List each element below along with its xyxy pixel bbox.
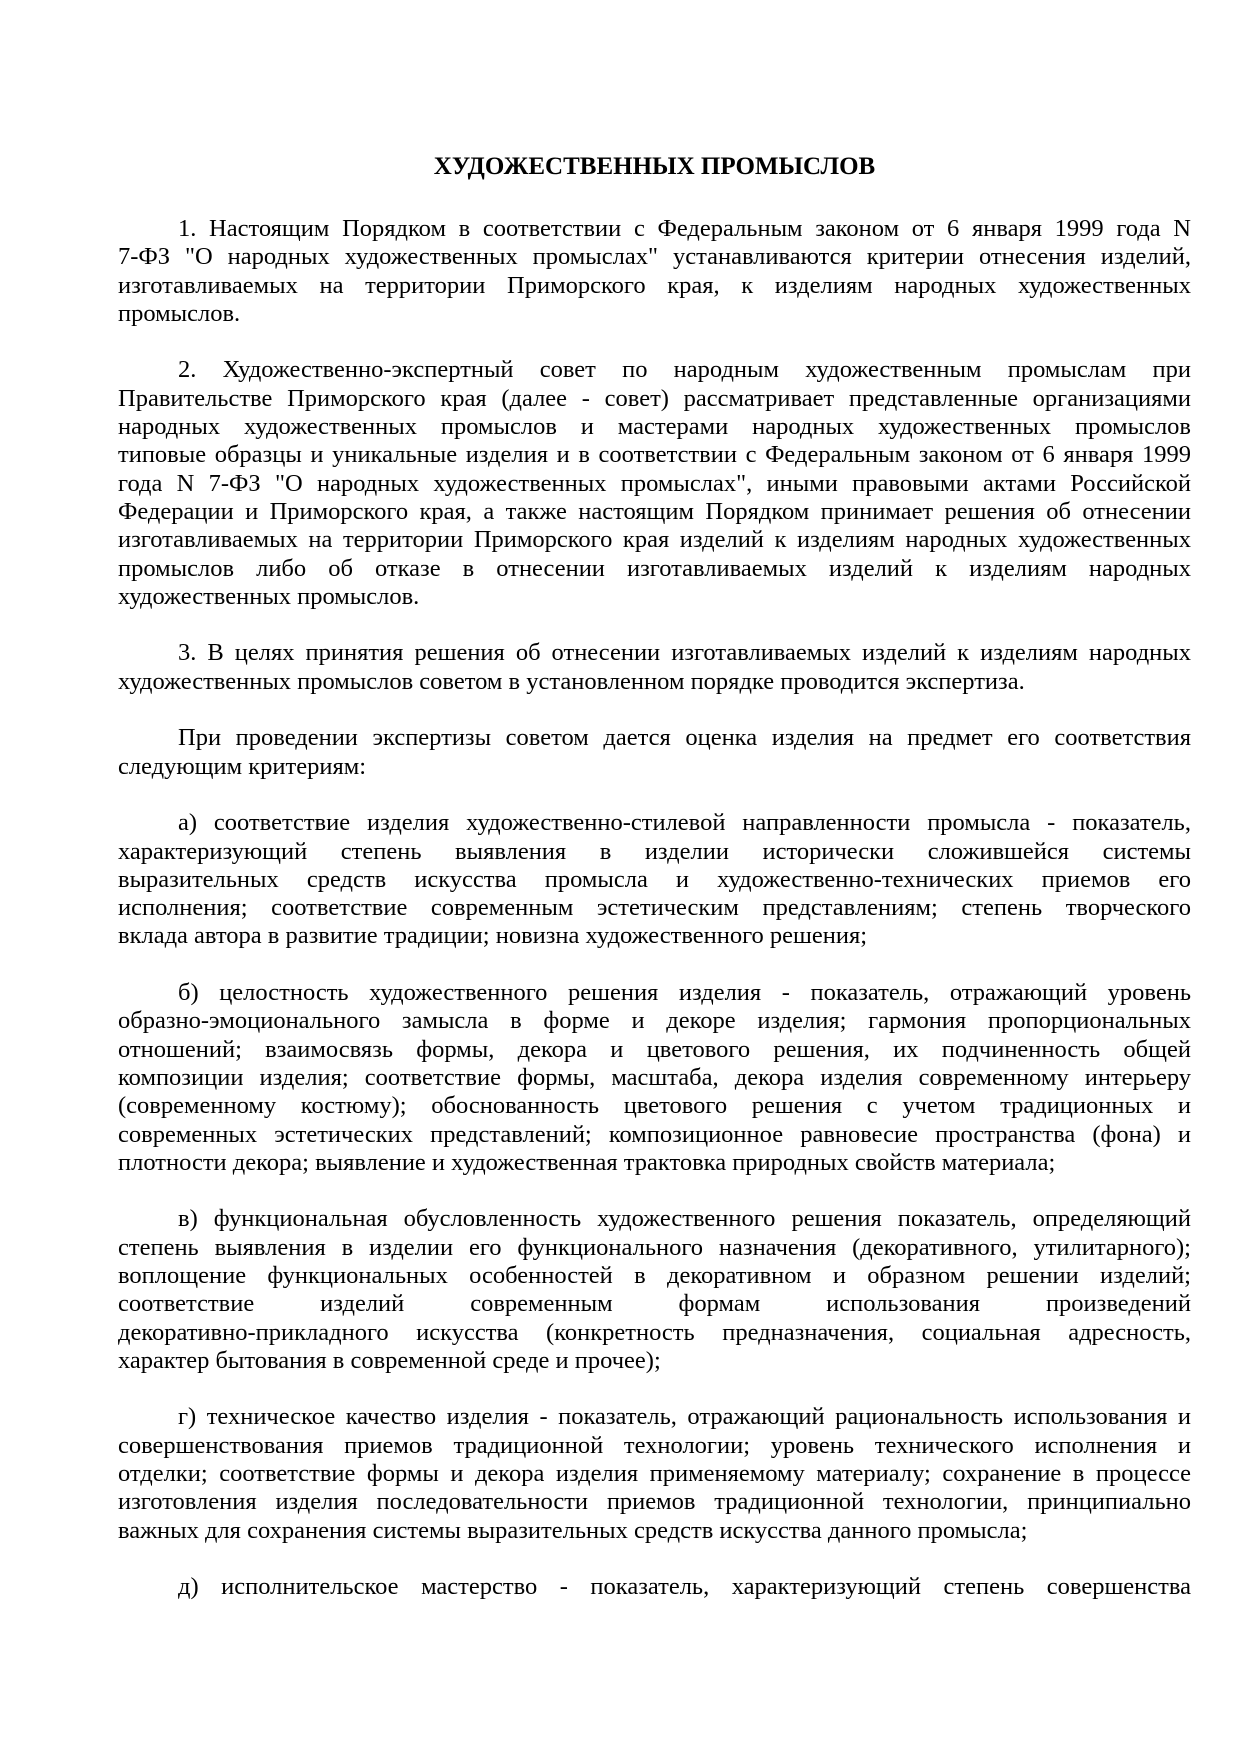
- text-line: вклада автора в развитие традиции; новизна художественного решения;: [118, 922, 868, 950]
- text-line: промыслов.: [118, 299, 241, 327]
- text-line: (современному костюму); обоснованность цветового решения с учетом традиционных и: [118, 1092, 1191, 1120]
- text-line: года N 7-ФЗ "О народных художественных промыслах", иными правовыми актами Российской: [118, 469, 1191, 497]
- text-line: Федерации и Приморского края, а также настоящим Порядком принимает решения об отнесении: [118, 497, 1191, 525]
- paragraph-gap: [118, 781, 1191, 809]
- text-line: типовые образцы и уникальные изделия и в соответствии с Федеральным законом от 6 января 1999: [118, 441, 1191, 469]
- paragraph-gap: [118, 1545, 1191, 1573]
- text-line: современных эстетических представлений; композиционное равновесие пространства (фона) и: [118, 1120, 1191, 1148]
- text-line: промыслов либо об отказе в отнесении изготавливаемых изделий к изделиям народных: [118, 554, 1191, 582]
- text-line: образно-эмоционального замысла в форме и декоре изделия; гармония пропорциональных: [118, 1007, 1191, 1035]
- text-line: выразительных средств искусства промысла и художественно-технических приемов его: [118, 865, 1191, 893]
- text-line: следующим критериям:: [118, 752, 367, 780]
- text-line: важных для сохранения системы выразительных средств искусства данного промысла;: [118, 1516, 1028, 1544]
- text-line: в) функциональная обусловленность художественного решения показатель, определяющий: [178, 1205, 1191, 1233]
- text-line: отделки; соответствие формы и декора изделия применяемому материалу; сохранение в процессе: [118, 1460, 1191, 1488]
- text-line: характер бытования в современной среде и прочее);: [118, 1346, 661, 1374]
- text-line: отношений; взаимосвязь формы, декора и цветового решения, их подчиненность общей: [118, 1035, 1191, 1063]
- text-line: 3. В целях принятия решения об отнесении изготавливаемых изделий к изделиям народных: [178, 639, 1191, 667]
- text-line: народных художественных промыслов и мастерами народных художественных промыслов: [118, 413, 1191, 441]
- paragraph: [118, 639, 1191, 696]
- text-line: 2. Художественно-экспертный совет по народным художественным промыслам при: [178, 356, 1191, 384]
- text-line: соответствие изделий современным формам использования произведений: [118, 1290, 1191, 1318]
- text-line: Правительстве Приморского края (далее - совет) рассматривает представленные организациями: [118, 384, 1191, 412]
- text-line: исполнения; соответствие современным эстетическим представлениям; степень творческого: [118, 894, 1191, 922]
- paragraph: [118, 979, 1191, 1177]
- paragraph: [118, 809, 1191, 950]
- text-line: а) соответствие изделия художественно-стилевой направленности промысла - показатель,: [178, 809, 1191, 837]
- text-line: д) исполнительское мастерство - показатель, характеризующий степень совершенства: [178, 1573, 1191, 1601]
- paragraph-gap: [118, 696, 1191, 724]
- paragraph: [118, 356, 1191, 611]
- text-line: б) целостность художественного решения изделия - показатель, отражающий уровень: [178, 979, 1191, 1007]
- text-line: изготавливаемых на территории Приморского края, к изделиям народных художественных: [118, 271, 1191, 299]
- paragraph: [118, 1205, 1191, 1375]
- paragraph-gap: [118, 328, 1191, 356]
- paragraph-gap: [118, 1375, 1191, 1403]
- paragraph-gap: [118, 1177, 1191, 1205]
- text-line: декоративно-прикладного искусства (конкретность предназначения, социальная адресность,: [118, 1318, 1191, 1346]
- paragraph: [118, 215, 1191, 328]
- text-line: совершенствования приемов традиционной технологии; уровень технического исполнения и: [118, 1431, 1191, 1459]
- document-title: ХУДОЖЕСТВЕННЫХ ПРОМЫСЛОВ: [433, 153, 876, 180]
- text-line: изготовления изделия последовательности приемов традиционной технологии, принципиально: [118, 1488, 1191, 1516]
- paragraph: [118, 1403, 1191, 1544]
- text-line: 7-ФЗ "О народных художественных промыслах" устанавливаются критерии отнесения изделий,: [118, 243, 1191, 271]
- text-line: При проведении экспертизы советом дается оценка изделия на предмет его соответствия: [178, 724, 1191, 752]
- text-line: плотности декора; выявление и художественная трактовка природных свойств материала;: [118, 1148, 1056, 1176]
- text-line: композиции изделия; соответствие формы, масштаба, декора изделия современному интерьеру: [118, 1063, 1191, 1091]
- text-line: воплощение функциональных особенностей в декоративном и образном решении изделий;: [118, 1261, 1191, 1289]
- document-body: [118, 215, 1191, 1602]
- text-line: г) техническое качество изделия - показатель, отражающий рациональность использования и: [178, 1403, 1191, 1431]
- text-line: художественных промыслов советом в установленном порядке проводится экспертиза.: [118, 667, 1025, 695]
- text-line: характеризующий степень выявления в изделии исторически сложившейся системы: [118, 837, 1191, 865]
- paragraph: [118, 1573, 1191, 1601]
- text-line: художественных промыслов.: [118, 582, 420, 610]
- text-line: степень выявления в изделии его функционального назначения (декоративного, утилитарного);: [118, 1233, 1191, 1261]
- text-line: изготавливаемых на территории Приморского края изделий к изделиям народных художественных: [118, 526, 1191, 554]
- paragraph-gap: [118, 611, 1191, 639]
- paragraph-gap: [118, 951, 1191, 979]
- paragraph: [118, 724, 1191, 781]
- text-line: 1. Настоящим Порядком в соответствии с Федеральным законом от 6 января 1999 года N: [178, 215, 1191, 242]
